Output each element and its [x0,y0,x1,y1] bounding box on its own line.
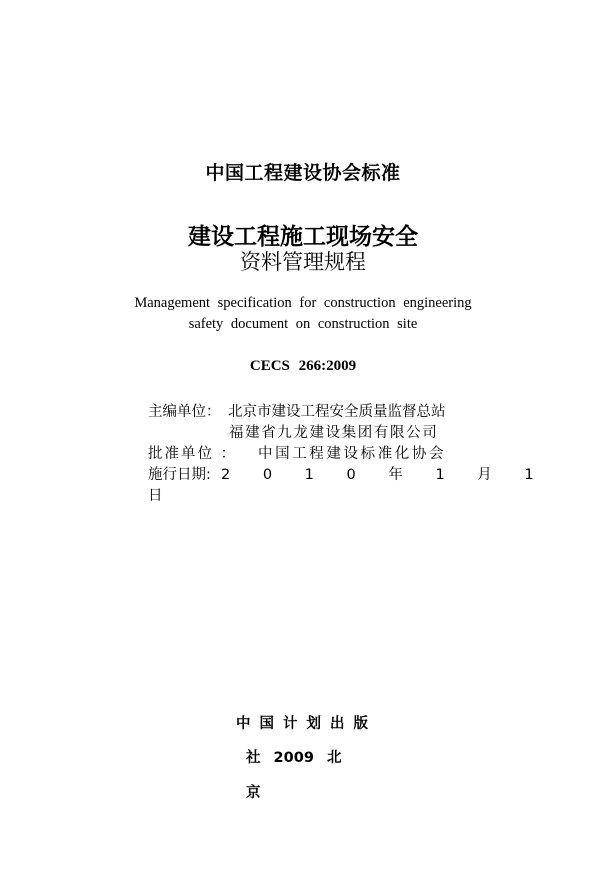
chief-editor-unit-2: 福建省九龙建设集团有限公司 [229,425,439,441]
effective-date-label: 施行日期: [148,467,211,483]
chief-editor-label: 主编单位： [148,404,221,420]
effective-date-tail: 日 [148,488,163,504]
document-title: 建设工程施工现场安全 [188,223,418,250]
english-title-line-1: Management specification for construction engineering [134,295,472,311]
publisher-line-2: 社 2009 北 [246,750,342,766]
organization-standard: 中国工程建设协会标准 [205,162,401,184]
approval-label: 批准单位 ： [148,446,238,462]
chief-editor-unit-1: 北京市建设工程安全质量监督总站 [228,404,446,420]
standard-code: CECS 266:2009 [249,358,357,374]
document-subtitle: 资料管理规程 [240,250,366,274]
english-title-line-2: safety document on construction site [188,316,418,332]
approval-unit: 中国工程建设标准化协会 [258,446,447,462]
publisher-line-3: 京 [246,785,261,801]
effective-date-value: 2 0 1 0 年 1 月 1 [221,467,548,483]
publisher-line-1: 中国计划出版 [236,716,377,732]
